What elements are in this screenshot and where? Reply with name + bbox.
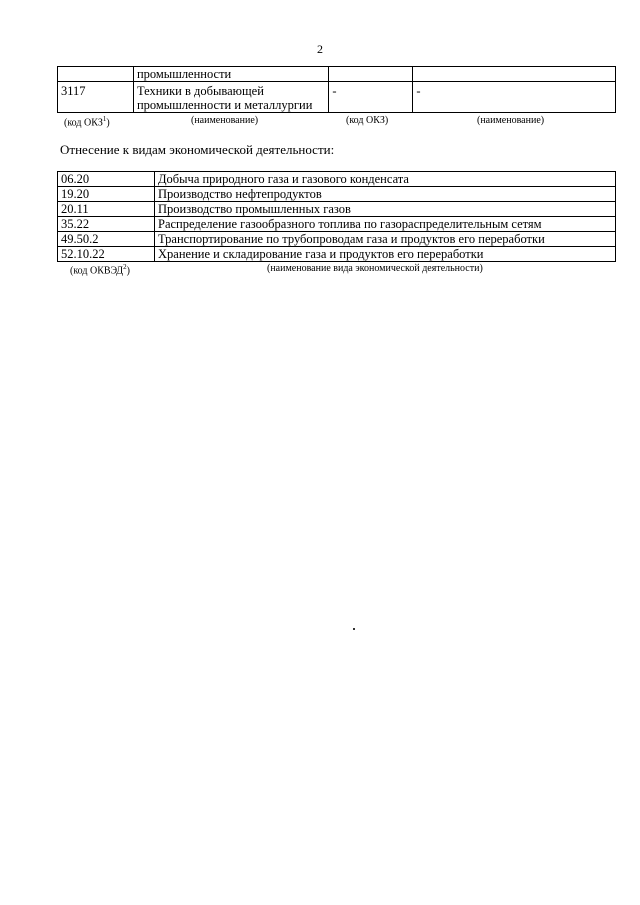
okz-captions [0,115,640,127]
okved-name-cell: Добыча природного газа и газового конденсата [155,172,616,187]
okz-code-cell: 3117 [58,82,134,113]
okved-captions [0,263,640,275]
okz-name2-cell: - [413,82,616,113]
okz-name-cell: промышленности [133,67,328,82]
okved-code-cell: 06.20 [58,172,155,187]
caption-okz-code: (код ОКЗ$^1$) [64,115,110,129]
table-row [58,232,616,247]
okz-name2-cell [413,67,616,82]
caption-name: (наименование) [191,115,259,126]
table-row [58,82,616,113]
okved-name-cell: Производство нефтепродуктов [155,187,616,202]
table-row [58,172,616,187]
section-heading: Отнесение к видам экономической деятельности: [60,142,335,157]
okved-code-cell: 19.20 [58,187,155,202]
okved-code-cell: 35.22 [58,217,155,232]
table-row [58,202,616,217]
okved-name-cell: Производство промышленных газов [155,202,616,217]
okz-code2-cell [329,67,413,82]
table-row [58,217,616,232]
okved-name-cell: Транспортирование по трубопроводам газа и продуктов его переработки [155,232,616,247]
table-row [58,247,616,262]
okved-name-cell: Распределение газообразного топлива по газораспределительным сетям [155,217,616,232]
okz-name-cell: Техники в добывающей промышленности и металлургии [133,82,328,113]
okz-code-cell [58,67,134,82]
okved-name-cell: Хранение и складирование газа и продуктов его переработки [155,247,616,262]
okved-code-cell: 52.10.22 [58,247,155,262]
caption-name2: (наименование) [477,115,545,126]
caption-okved-name: (наименование вида экономической деятельности) [267,263,483,274]
okved-code-cell: 49.50.2 [58,232,155,247]
okz-table [57,66,616,113]
okved-table [57,171,616,262]
table-row [58,67,616,82]
caption-okz-code2: (код ОКЗ) [346,115,389,126]
scan-dot [353,628,355,630]
okz-code2-cell: - [329,82,413,113]
table-row [58,187,616,202]
page-number: 2 [317,42,323,56]
caption-okved-code: (код ОКВЭД$^2$) [70,263,130,277]
okved-code-cell: 20.11 [58,202,155,217]
